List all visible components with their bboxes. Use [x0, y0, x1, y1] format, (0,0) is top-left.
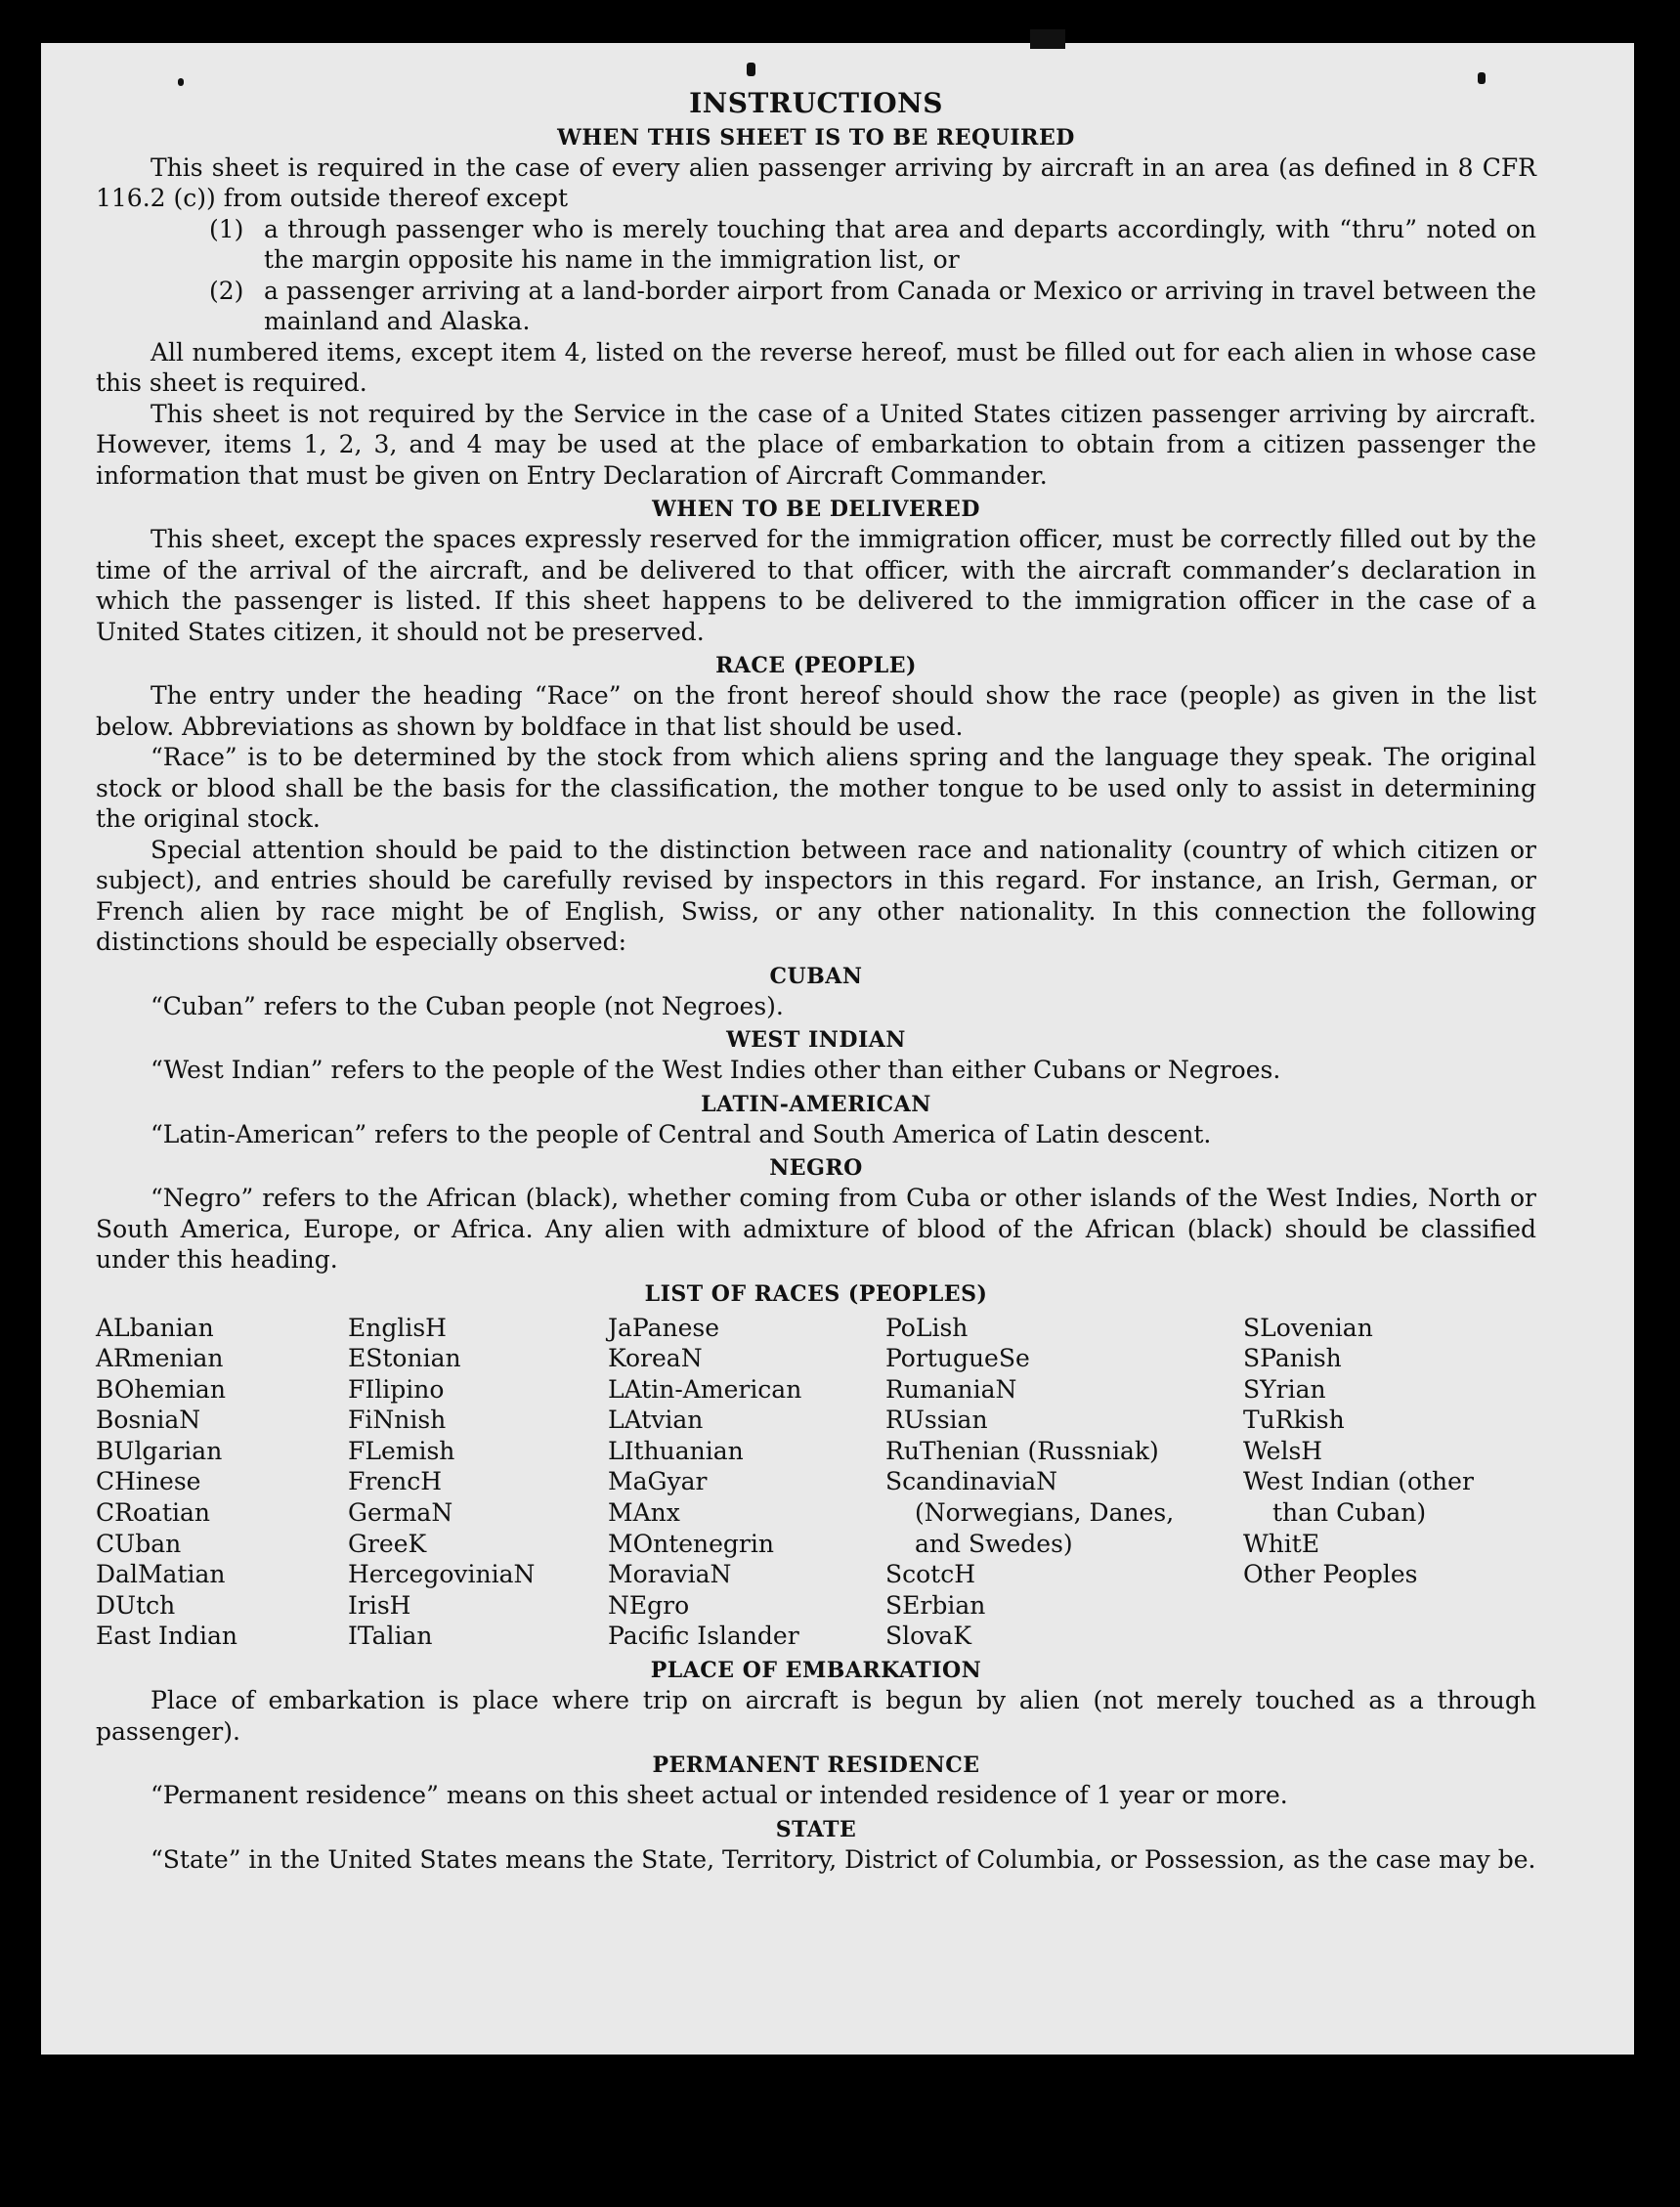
race-entry: NEgro — [608, 1590, 690, 1620]
race-entry: BUlgarian — [96, 1436, 223, 1465]
item-text: a passenger arriving at a land-border airport from Canada or Mexico or arriving in travel between the mainland and Alaska. — [264, 276, 1536, 335]
race-entry: WhitE — [1243, 1529, 1320, 1558]
paragraph: “Latin-American” refers to the people of Central and South America of Latin descent. — [151, 1119, 1212, 1148]
paragraph: “Race” is to be determined by the stock from which aliens spring and the language they speak. The original stock or blood shall be the basis for the classification, the mother tongue to be used only to assist in determining the original stock. — [96, 743, 1536, 833]
race-entry: KoreaN — [608, 1344, 703, 1373]
paragraph: “State” in the United States means the State, Territory, District of Columbia, or Possession, as the case may be. — [151, 1844, 1536, 1874]
races-column — [1243, 1313, 1497, 1653]
races-column — [608, 1313, 885, 1653]
race-entry: BOhemian — [96, 1374, 226, 1404]
instructions-content — [96, 88, 1536, 1875]
race-entry: MOntenegrin — [608, 1529, 774, 1558]
item-number: (1) — [209, 214, 244, 243]
scan-speck — [178, 78, 184, 86]
race-entry: HercegoviniaN — [348, 1560, 536, 1589]
paragraph: The entry under the heading “Race” on the front hereof should show the race (people) as given in the list below. Abbreviations as shown by boldface in that list should be used. — [96, 681, 1536, 741]
heading-state: STATE — [775, 1816, 857, 1842]
races-table — [96, 1313, 1536, 1653]
paragraph: All numbered items, except item 4, listed on the reverse hereof, must be filled out for each alien in whose case this sheet is required. — [96, 337, 1536, 397]
heading-race: RACE (PEOPLE) — [715, 653, 917, 678]
race-entry: West Indian (other than Cuban) — [1243, 1467, 1474, 1528]
race-entry: EnglisH — [348, 1313, 447, 1342]
race-entry: ITalian — [348, 1622, 433, 1651]
scan-speck — [1030, 29, 1065, 49]
paragraph: “Permanent residence” means on this sheet actual or intended residence of 1 year or more. — [151, 1781, 1288, 1810]
race-entry: RuThenian (Russniak) — [885, 1436, 1159, 1465]
race-entry: CUban — [96, 1529, 182, 1558]
race-entry: DUtch — [96, 1590, 176, 1620]
race-entry: East Indian — [96, 1622, 237, 1651]
heading-west-indian: WEST INDIAN — [726, 1027, 906, 1053]
list-item — [96, 276, 1536, 337]
race-entry: CHinese — [96, 1467, 201, 1496]
race-entry: SLovenian — [1243, 1313, 1373, 1342]
race-entry: BosniaN — [96, 1406, 201, 1435]
heading-list-of-races: LIST OF RACES (PEOPLES) — [644, 1280, 988, 1307]
race-entry: IrisH — [348, 1590, 411, 1620]
race-entry: GermaN — [348, 1498, 453, 1528]
heading-embarkation: PLACE OF EMBARKATION — [650, 1658, 982, 1684]
race-entry: FrencH — [348, 1467, 442, 1496]
race-entry: ScandinaviaN (Norwegians, Danes, and Swedes) — [885, 1467, 1175, 1558]
paragraph: Place of embarkation is place where trip on aircraft is begun by alien (not merely touched as a through passenger). — [96, 1686, 1536, 1746]
race-entry: LAtin-American — [608, 1374, 802, 1404]
race-entry: MoraviaN — [608, 1560, 732, 1589]
paragraph: This sheet is not required by the Service in the case of a United States citizen passenger arriving by aircraft. However, items 1, 2, 3, and 4 may be used at the place of embarkation to obtain from a citizen passenger the information that must be given on Entry Declaration of Aircraft Commander. — [96, 399, 1536, 490]
races-column — [96, 1313, 348, 1653]
race-entry: SErbian — [885, 1590, 986, 1620]
races-column — [885, 1313, 1243, 1653]
heading-latin-american: LATIN-AMERICAN — [701, 1091, 931, 1117]
race-entry: MAnx — [608, 1498, 680, 1528]
race-entry: DalMatian — [96, 1560, 226, 1589]
race-entry: PoLish — [885, 1313, 969, 1342]
item-text: a through passenger who is merely touching that area and departs accordingly, with “thru” noted on the margin opposite his name in the immigration list, or — [264, 214, 1536, 274]
race-entry: FLemish — [348, 1436, 455, 1465]
race-entry: RumaniaN — [885, 1374, 1017, 1404]
heading-cuban: CUBAN — [769, 963, 863, 989]
paragraph: This sheet, except the spaces expressly reserved for the immigration officer, must be correctly filled out by the time of the arrival of the aircraft, and be delivered to that officer, with the aircraft commander’s declaration in which the passenger is listed. If this sheet happens to be delivered to the immigration officer in the case of a United States citizen, it should not be preserved. — [96, 525, 1536, 646]
race-entry: SPanish — [1243, 1344, 1342, 1373]
race-entry: TuRkish — [1243, 1406, 1345, 1435]
paragraph: Special attention should be paid to the distinction between race and nationality (country of which citizen or subject), and entries should be carefully revised by inspectors in this regard. For instance, an Irish, German, or French alien by race might be of English, Swiss, or any other nationality. In this connection the following distinctions should be especially observed: — [96, 835, 1536, 956]
race-entry: FIlipino — [348, 1374, 445, 1404]
race-entry: MaGyar — [608, 1467, 708, 1496]
paragraph: “Cuban” refers to the Cuban people (not Negroes). — [151, 991, 784, 1020]
paragraph: “West Indian” refers to the people of the West Indies other than either Cubans or Negroes. — [151, 1056, 1281, 1084]
race-entry: PortugueSe — [885, 1344, 1030, 1373]
scan-speck — [747, 63, 755, 76]
race-entry: JaPanese — [608, 1313, 720, 1342]
scan-speck — [1478, 72, 1486, 84]
race-entry: WelsH — [1243, 1436, 1323, 1465]
paragraph: This sheet is required in the case of every alien passenger arriving by aircraft in an area (as defined in 8 CFR 116.2 (c)) from outside thereof except — [96, 152, 1536, 212]
page-title: INSTRUCTIONS — [689, 87, 943, 119]
race-entry: FiNnish — [348, 1406, 447, 1435]
race-entry: ALbanian — [96, 1313, 214, 1342]
race-entry: LIthuanian — [608, 1436, 744, 1465]
races-column — [348, 1313, 608, 1653]
race-entry: SlovaK — [885, 1622, 971, 1651]
race-entry: RUssian — [885, 1406, 988, 1435]
item-number: (2) — [209, 276, 244, 305]
heading-negro: NEGRO — [769, 1155, 863, 1181]
heading-residence: PERMANENT RESIDENCE — [652, 1753, 980, 1779]
race-entry: ScotcH — [885, 1560, 976, 1589]
race-entry: LAtvian — [608, 1406, 704, 1435]
heading-delivered: WHEN TO BE DELIVERED — [652, 497, 980, 522]
heading-required: WHEN THIS SHEET IS TO BE REQUIRED — [557, 124, 1075, 151]
race-entry: Pacific Islander — [608, 1622, 799, 1651]
race-entry: Other Peoples — [1243, 1560, 1418, 1589]
list-item — [96, 214, 1536, 276]
race-entry: ARmenian — [96, 1344, 224, 1373]
race-entry: GreeK — [348, 1529, 427, 1558]
race-entry: SYrian — [1243, 1374, 1326, 1404]
race-entry: CRoatian — [96, 1498, 210, 1528]
paragraph: “Negro” refers to the African (black), whether coming from Cuba or other islands of the West Indies, North or South America, Europe, or Africa. Any alien with admixture of blood of the African (black) should be classified under this heading. — [96, 1184, 1536, 1274]
race-entry: EStonian — [348, 1344, 461, 1373]
